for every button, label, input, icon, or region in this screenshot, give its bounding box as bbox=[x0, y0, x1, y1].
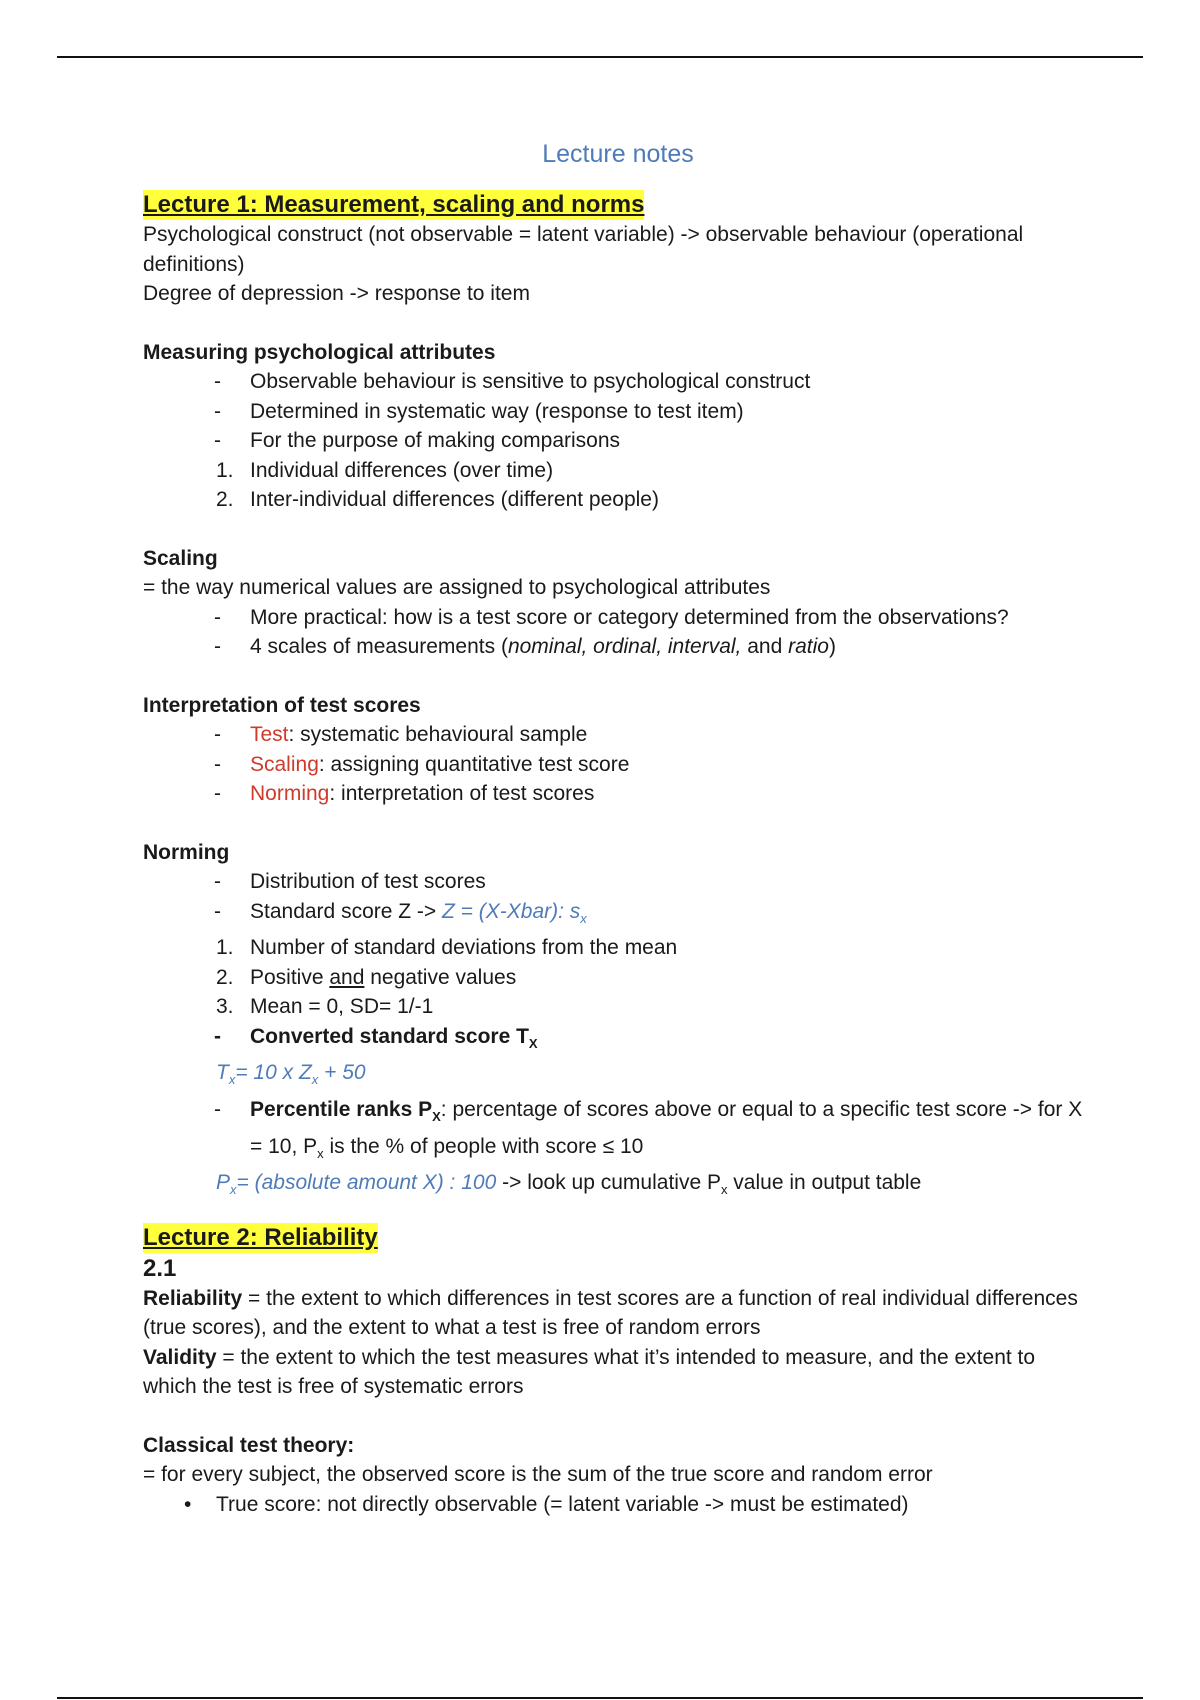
section-number: 2.1 bbox=[143, 1254, 177, 1282]
list-item: 2. Positive and negative values bbox=[216, 965, 517, 989]
reliability-definition: Reliability = the extent to which differences in test scores are a function of real individual differences (true scores), and the extent to what a test is free of random errors bbox=[143, 1286, 1078, 1340]
list-item: - Test: systematic behavioural sample bbox=[214, 723, 588, 746]
norming-list bbox=[143, 867, 1083, 1058]
scaling-list bbox=[143, 603, 1083, 662]
interpretation-list bbox=[143, 720, 1083, 809]
scaling-definition: = the way numerical values are assigned to psychological attributes bbox=[143, 576, 771, 599]
list-item: - 4 scales of measurements (nominal, ordinal, interval, and ratio) bbox=[214, 635, 836, 658]
ctt-heading: Classical test theory: bbox=[143, 1433, 355, 1457]
lecture-2-heading: Lecture 2: Reliability bbox=[143, 1224, 378, 1252]
page-title: Lecture notes bbox=[542, 140, 694, 168]
lecture-1-heading: Lecture 1: Measurement, scaling and norms bbox=[143, 190, 645, 218]
interpretation-heading: Interpretation of test scores bbox=[143, 693, 421, 717]
list-item: - Norming: interpretation of test scores bbox=[214, 782, 595, 805]
list-item: 2. Inter-individual differences (different people) bbox=[216, 488, 659, 511]
lecture-1-intro-2: Degree of depression -> response to item bbox=[143, 282, 530, 305]
list-item: - More practical: how is a test score or category determined from the observations? bbox=[214, 605, 1009, 629]
measuring-list bbox=[143, 367, 1083, 515]
px-formula: $P_x=$ (absolute amount X) : 100 -> look up cumulative $P_x$ value in output table bbox=[216, 1171, 922, 1198]
list-item: 1. Individual differences (over time) bbox=[216, 458, 554, 482]
norming-heading: Norming bbox=[143, 840, 230, 864]
list-item: - Scaling: assigning quantitative test score bbox=[214, 752, 630, 776]
lecture-1-intro-1: Psychological construct (not observable = latent variable) -> observable behaviour (operational definitions) bbox=[143, 223, 1024, 276]
scaling-heading: Scaling bbox=[143, 546, 218, 570]
list-item: - Converted standard score $T_X$ bbox=[214, 1024, 538, 1051]
measuring-heading: Measuring psychological attributes bbox=[143, 340, 496, 364]
list-item: - Distribution of test scores bbox=[214, 870, 486, 893]
ctt-list bbox=[143, 1490, 1083, 1520]
list-item: 3. Mean = 0, SD= 1/-1 bbox=[216, 995, 434, 1019]
percentile-list bbox=[143, 1095, 1083, 1168]
bottom-rule bbox=[57, 1697, 1143, 1699]
t-formula: $T_x= 10$ x $Z_x + 50$ bbox=[216, 1061, 366, 1088]
ctt-definition: = for every subject, the observed score is the sum of the true score and random error bbox=[143, 1463, 933, 1487]
list-item: - Determined in systematic way (response to test item) bbox=[214, 399, 744, 423]
top-rule bbox=[57, 56, 1143, 58]
list-item: - For the purpose of making comparisons bbox=[214, 429, 621, 452]
list-item: • True score: not directly observable (= latent variable -> must be estimated) bbox=[184, 1492, 909, 1516]
list-item: - Standard score Z -> Z = (X-Xbar): $s_x$ bbox=[214, 899, 587, 926]
validity-definition: Validity = the extent to which the test measures what it’s intended to measure, and the extent to which the test is free of systematic errors bbox=[143, 1345, 1036, 1399]
list-item: - Percentile ranks $P_X$: percentage of scores above or equal to a specific test score -> for X = 10, $P_x$ is the % of people with score ≤ 10 bbox=[214, 1098, 1083, 1161]
document-page bbox=[143, 140, 1083, 1519]
list-item: 1. Number of standard deviations from the mean bbox=[216, 936, 678, 960]
list-item: - Observable behaviour is sensitive to psychological construct bbox=[214, 370, 811, 393]
